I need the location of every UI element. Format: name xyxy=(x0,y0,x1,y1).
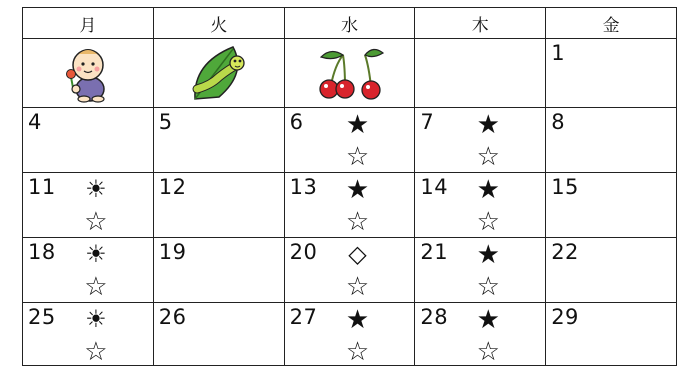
outline-star-icon: ☆ xyxy=(476,142,500,172)
baby-illustration-cell xyxy=(23,39,154,108)
day-number: 27 xyxy=(289,305,318,329)
day-number: 4 xyxy=(28,110,42,134)
calendar-table xyxy=(22,7,677,366)
day-cell xyxy=(415,173,546,238)
day-number: 12 xyxy=(158,175,187,199)
day-number: 19 xyxy=(158,240,187,264)
cherries-illustration-cell xyxy=(284,39,415,108)
day-number: 1 xyxy=(551,41,566,65)
day-cell xyxy=(546,173,677,238)
day-number: 13 xyxy=(289,175,318,199)
outline-star-icon: ☆ xyxy=(345,272,370,302)
week-row xyxy=(23,238,677,303)
day-cell xyxy=(153,108,284,173)
day-number: 21 xyxy=(420,240,449,264)
outline-star-icon: ☆ xyxy=(84,207,108,237)
weekday-header-fri: 金 xyxy=(546,8,677,39)
day-number: 8 xyxy=(551,110,566,134)
weekday-header-wed: 水 xyxy=(284,8,415,39)
sun-icon: ☀ xyxy=(85,305,107,333)
filled-star-icon: ★ xyxy=(476,240,500,270)
day-number: 22 xyxy=(551,240,579,264)
weekday-header-thu: 木 xyxy=(415,8,546,39)
cherries-illustration xyxy=(311,43,387,101)
outline-star-icon: ☆ xyxy=(84,337,108,367)
sun-icon: ☀ xyxy=(85,240,107,268)
empty-thursday-cell xyxy=(415,39,546,108)
filled-star-icon: ★ xyxy=(345,305,370,335)
day-cell xyxy=(23,303,154,366)
day-cell xyxy=(546,303,677,366)
caterpillar-illustration-cell xyxy=(153,39,284,108)
filled-star-icon: ★ xyxy=(476,305,500,335)
day-cell xyxy=(23,238,154,303)
weekday-header-row xyxy=(23,8,677,39)
filled-star-icon: ★ xyxy=(476,110,500,140)
outline-star-icon: ☆ xyxy=(476,272,500,302)
filled-star-icon: ★ xyxy=(345,175,370,205)
day-number: 28 xyxy=(420,305,449,329)
day-cell xyxy=(23,173,154,238)
day-cell xyxy=(415,303,546,366)
day-cell xyxy=(546,238,677,303)
day-cell xyxy=(23,108,154,173)
diamond-icon: ◇ xyxy=(348,240,367,268)
day-number: 14 xyxy=(420,175,449,199)
outline-star-icon: ☆ xyxy=(345,337,370,367)
day-number: 25 xyxy=(28,305,56,329)
outline-star-icon: ☆ xyxy=(345,142,370,172)
day-number: 20 xyxy=(289,240,318,264)
day-number: 18 xyxy=(28,240,56,264)
day-cell xyxy=(153,173,284,238)
filled-star-icon: ★ xyxy=(345,110,370,140)
outline-star-icon: ☆ xyxy=(476,337,500,367)
week-row xyxy=(23,173,677,238)
day-number: 15 xyxy=(551,175,579,199)
day-number: 7 xyxy=(420,110,435,134)
filled-star-icon: ★ xyxy=(476,175,500,205)
day-number: 5 xyxy=(158,110,173,134)
day-cell xyxy=(153,303,284,366)
baby-with-flower-illustration xyxy=(60,43,116,103)
week-row xyxy=(23,108,677,173)
day-cell xyxy=(284,173,415,238)
day-cell xyxy=(546,108,677,173)
day-number: 6 xyxy=(289,110,304,134)
week-row xyxy=(23,303,677,366)
outline-star-icon: ☆ xyxy=(84,272,108,302)
outline-star-icon: ☆ xyxy=(345,207,370,237)
day-cell xyxy=(284,108,415,173)
day-number: 26 xyxy=(158,305,187,329)
day-cell xyxy=(153,238,284,303)
day-number: 11 xyxy=(28,175,56,199)
caterpillar-on-leaf-illustration xyxy=(189,43,249,103)
day-cell xyxy=(415,108,546,173)
weekday-header-mon: 月 xyxy=(23,8,154,39)
sun-icon: ☀ xyxy=(85,175,107,203)
outline-star-icon: ☆ xyxy=(476,207,500,237)
weekday-header-tue: 火 xyxy=(153,8,284,39)
illustration-row xyxy=(23,39,677,108)
day-cell xyxy=(546,39,677,108)
day-cell xyxy=(284,238,415,303)
day-cell xyxy=(284,303,415,366)
day-number: 29 xyxy=(551,305,579,329)
day-cell xyxy=(415,238,546,303)
